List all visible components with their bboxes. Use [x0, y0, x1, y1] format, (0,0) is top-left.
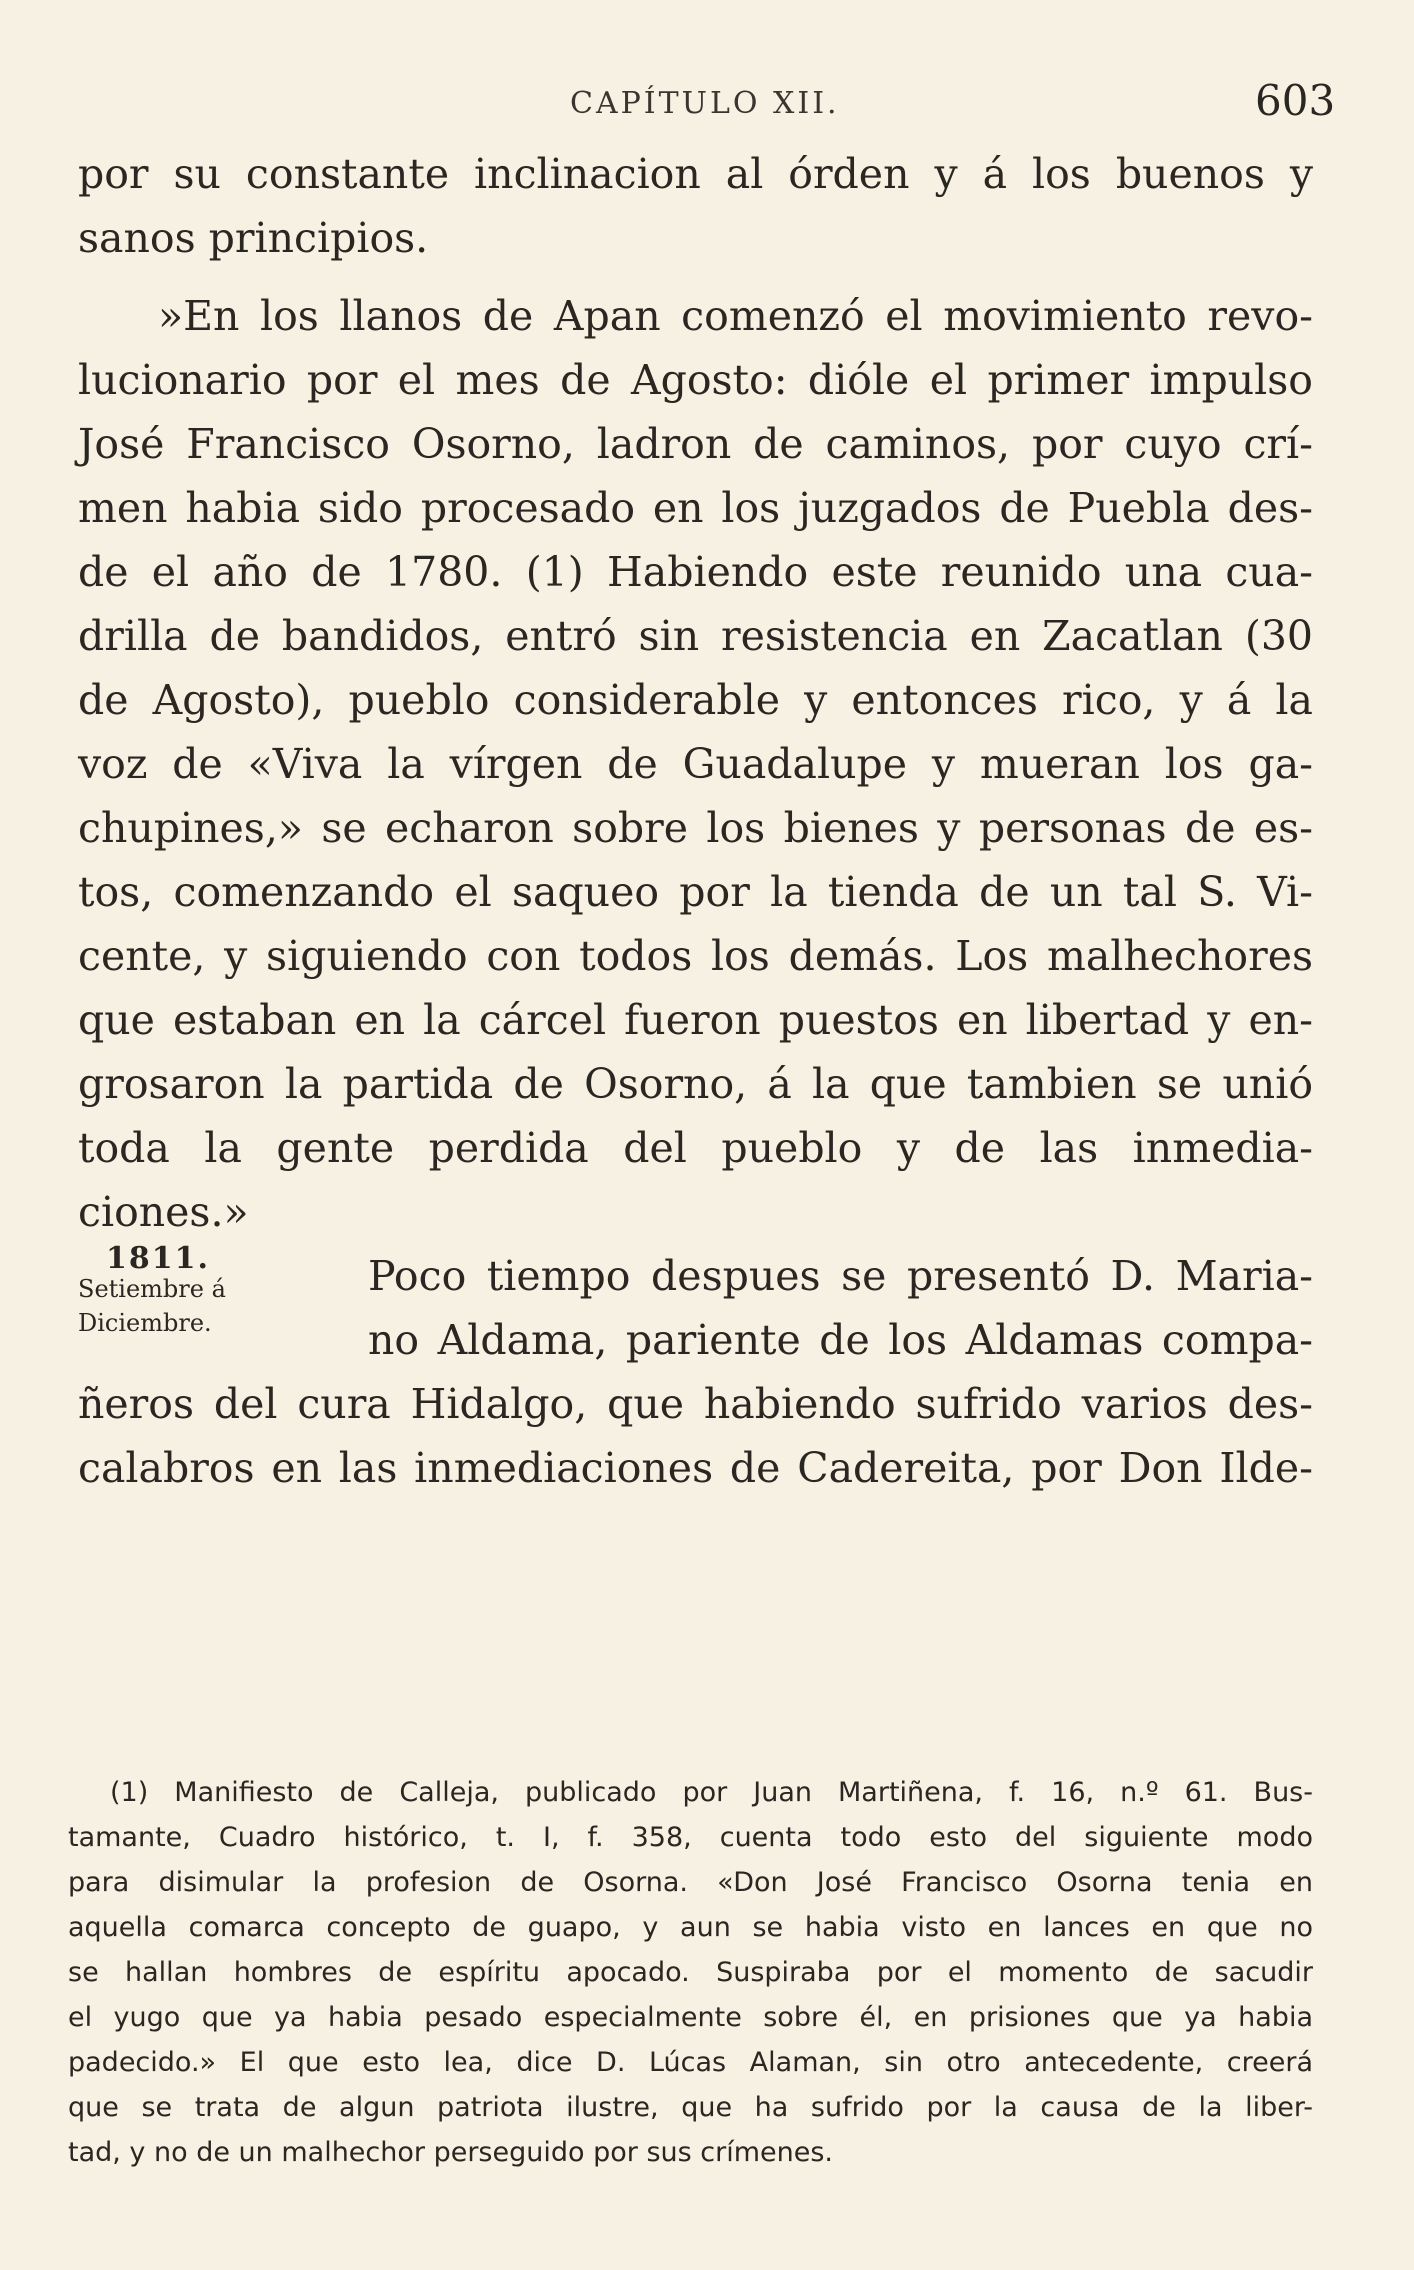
footnote-line: aquella comarca concepto de guapo, y aun se habia visto en lances en que no	[68, 1912, 1313, 1943]
text-line: calabros en las inmediaciones de Cadereita, por Don Ilde-	[78, 1444, 1313, 1492]
text-line: grosaron la partida de Osorno, á la que tambien se unió	[78, 1060, 1313, 1108]
text-line: por su constante inclinacion al órden y á los buenos y	[78, 150, 1313, 198]
footnote-line: para disimular la profesion de Osorna. «Don José Francisco Osorna tenia en	[68, 1867, 1313, 1898]
footnote-line: padecido.» El que esto lea, dice D. Lúcas Alaman, sin otro antecedente, creerá	[68, 2047, 1313, 2078]
sidenote-range-start: Setiembre á	[78, 1275, 226, 1303]
text-line: »En los llanos de Apan comenzó el movimiento revo-	[158, 292, 1313, 340]
main-text	[78, 142, 1313, 1500]
text-line: de Agosto), pueblo considerable y entonces rico, y á la	[78, 676, 1313, 724]
text-line: drilla de bandidos, entró sin resistencia en Zacatlan (30	[78, 612, 1313, 660]
running-title: CAPÍTULO XII.	[570, 86, 840, 121]
sidenote-range-end: Diciembre.	[78, 1309, 212, 1337]
text-line: no Aldama, pariente de los Aldamas compa-	[368, 1316, 1313, 1364]
footnote-line: se hallan hombres de espíritu apocado. Suspiraba por el momento de sacudir	[68, 1957, 1313, 1988]
page-number: 603	[1255, 76, 1336, 125]
text-line: men habia sido procesado en los juzgados de Puebla des-	[78, 484, 1313, 532]
text-line: José Francisco Osorno, ladron de caminos, por cuyo crí-	[78, 420, 1313, 468]
text-line: que estaban en la cárcel fueron puestos en libertad y en-	[78, 996, 1313, 1044]
text-line: toda la gente perdida del pueblo y de las inmedia-	[78, 1124, 1313, 1172]
paragraph-3-with-sidenote	[78, 1241, 1313, 1372]
text-line: lucionario por el mes de Agosto: dióle el primer impulso	[78, 356, 1313, 404]
text-line: de el año de 1780. (1) Habiendo este reunido una cua-	[78, 548, 1313, 596]
text-line: tos, comenzando el saqueo por la tienda de un tal S. Vi-	[78, 868, 1313, 916]
footnotes	[68, 1770, 1313, 2175]
text-line: voz de «Viva la vírgen de Guadalupe y mueran los ga-	[78, 740, 1313, 788]
footnote-line: que se trata de algun patriota ilustre, que ha sufrido por la causa de la liber-	[68, 2092, 1313, 2123]
text-line: ciones.»	[78, 1188, 249, 1236]
text-line: Poco tiempo despues se presentó D. Maria-	[368, 1252, 1313, 1300]
sidenote-year: 1811.	[106, 1241, 210, 1276]
text-line: chupines,» se echaron sobre los bienes y personas de es-	[78, 804, 1313, 852]
footnote-line: (1) Manifiesto de Calleja, publicado por Juan Martiñena, f. 16, n.º 61. Bus-	[110, 1777, 1313, 1808]
footnote-line: tamante, Cuadro histórico, t. I, f. 358, cuenta todo esto del siguiente modo	[68, 1822, 1313, 1853]
text-line: cente, y siguiendo con todos los demás. Los malhechores	[78, 932, 1313, 980]
paragraph-3-continued	[78, 1372, 1313, 1500]
paragraph-1	[78, 142, 1313, 270]
paragraph-2	[78, 284, 1313, 1244]
footnote-line: tad, y no de un malhechor perseguido por sus crímenes.	[68, 2137, 834, 2168]
text-line: ñeros del cura Hidalgo, que habiendo sufrido varios des-	[78, 1380, 1313, 1428]
running-head	[0, 72, 1414, 132]
margin-date-note	[78, 1241, 348, 1340]
text-line: sanos principios.	[78, 214, 429, 262]
footnote-line: el yugo que ya habia pesado especialmente sobre él, en prisiones que ya habia	[68, 2002, 1313, 2033]
